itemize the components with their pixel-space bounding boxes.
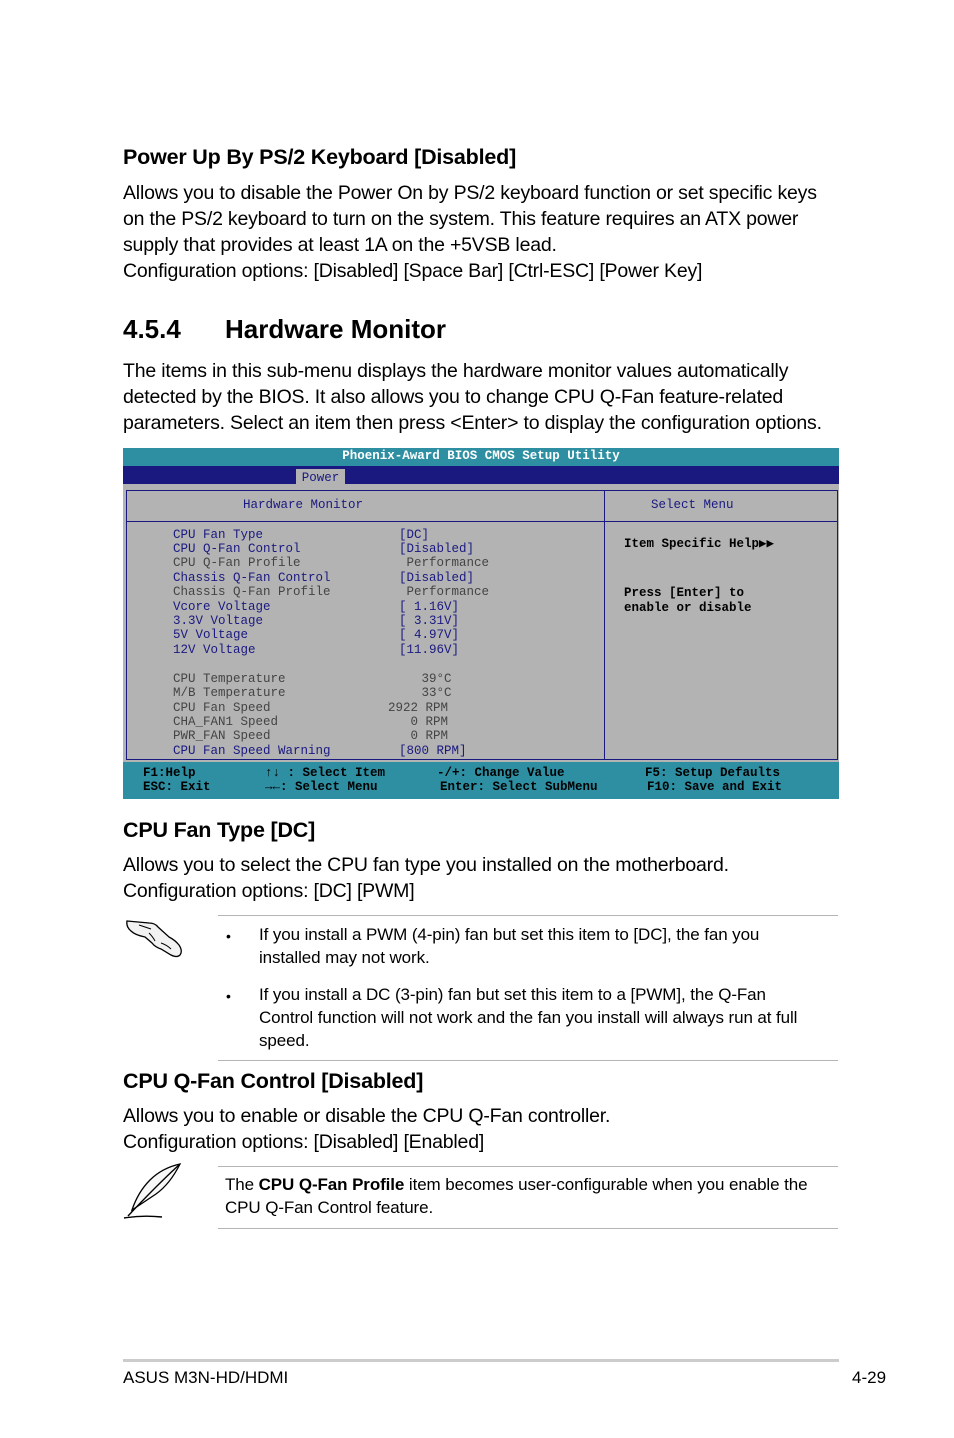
note-divider: [218, 915, 838, 916]
feather-note-icon: [122, 1162, 184, 1220]
bios-key-legend: [123, 762, 839, 799]
section-title: Hardware Monitor: [225, 314, 447, 344]
bios-tab-power[interactable]: Power: [296, 469, 345, 487]
footer-rule: [123, 1359, 839, 1362]
bios-help-header: Select Menu: [651, 498, 734, 512]
key-esc-exit: ESC: Exit: [143, 780, 211, 794]
bios-help-line: Press [Enter] to: [624, 586, 745, 600]
bios-help-line: enable or disable: [624, 601, 752, 615]
note-bullet-1: If you install a PWM (4-pin) fan but set this item to [DC], the fan you installed may not work.: [259, 925, 760, 967]
section-title-cpu-fan-type: CPU Fan Type [DC]: [123, 818, 316, 842]
hand-note-icon: [125, 913, 185, 959]
bullet: •: [226, 988, 231, 1004]
key-f5-defaults: F5: Setup Defaults: [645, 766, 781, 780]
key-f1-help: F1:Help: [143, 766, 196, 780]
section-number: 4.5.4: [123, 314, 181, 344]
bios-menu-bar: [123, 466, 839, 484]
footer-product-name: ASUS M3N-HD/HDMI: [123, 1368, 289, 1387]
bios-panel-header: Hardware Monitor: [243, 498, 364, 512]
bullet: •: [226, 928, 231, 944]
note-qfan-profile: The CPU Q-Fan Profile item becomes user-configurable when you enable the CPU Q-Fan Control feature.: [225, 1175, 808, 1217]
note-divider: [218, 1060, 838, 1061]
bios-help-title: Item Specific Help▶▶: [624, 537, 775, 551]
bios-screen: [123, 448, 839, 799]
cpu-qfan-control-description: Allows you to enable or disable the CPU Q-Fan controller. Configuration options: [Disabled] [Enabled]: [123, 1105, 611, 1153]
section-title-cpu-qfan-control: CPU Q-Fan Control [Disabled]: [123, 1069, 424, 1093]
cpu-fan-type-description: Allows you to select the CPU fan type you installed on the motherboard. Configuration options: [DC] [PWM]: [123, 854, 729, 902]
bios-title-bar: Phoenix-Award BIOS CMOS Setup Utility: [123, 448, 839, 466]
bios-right-panel: [604, 490, 838, 760]
note-divider: [218, 1228, 838, 1229]
key-change-value: -/+: Change Value: [437, 766, 565, 780]
section-heading-hardware-monitor: [123, 314, 446, 345]
ps2-description: Allows you to disable the Power On by PS/2 keyboard function or set specific keys on the PS/2 keyboard to turn on the system. This feature requires an ATX power supply that provides at least 1A on the +5VSB lead. Configuration options: [Disabled] [Space Bar] [Ctrl-ESC] [Power Key]: [123, 182, 817, 282]
note-divider: [218, 1166, 838, 1167]
footer-page-number: 4-29: [852, 1368, 887, 1387]
note-bullet-2: If you install a DC (3-pin) fan but set this item to a [PWM], the Q-Fan Control function will not work and the fan you install will always run at full speed.: [259, 985, 798, 1050]
section-title-ps2-keyboard: Power Up By PS/2 Keyboard [Disabled]: [123, 145, 517, 169]
double-arrow-icon: ▶▶: [759, 537, 775, 551]
key-select-item: ↑↓ : Select Item: [265, 766, 386, 780]
bios-left-panel: Hardware Monitor CPU Fan Type [DC] CPU Q-Fan Control [Disabled] CPU Q-Fan Profile Performance Chassis Q-Fan Control [Disabled] Chassis Q-Fan Profile Performance Vcore Voltage [ 1.16V] 3.3V Voltage [ 3.31V] 5V Voltage [ 4.97V] 12V Voltage [11.96V] CPU Temperature 39°C M/B Temperature 33°C CPU Fan Speed 2922 RPM CHA_FAN1 Speed 0 RPM PWR_FAN Speed 0 RPM CPU Fan Speed Warning [800 RPM]: [126, 490, 605, 760]
key-select-submenu: Enter: Select SubMenu: [440, 780, 598, 794]
key-f10-save: F10: Save and Exit: [647, 780, 783, 794]
key-select-menu: →←: Select Menu: [265, 780, 378, 794]
hardware-monitor-description: The items in this sub-menu displays the hardware monitor values automatically detected by the BIOS. It also allows you to change CPU Q-Fan feature-related parameters. Select an item then press <Enter> to display the configuration options.: [123, 360, 822, 434]
